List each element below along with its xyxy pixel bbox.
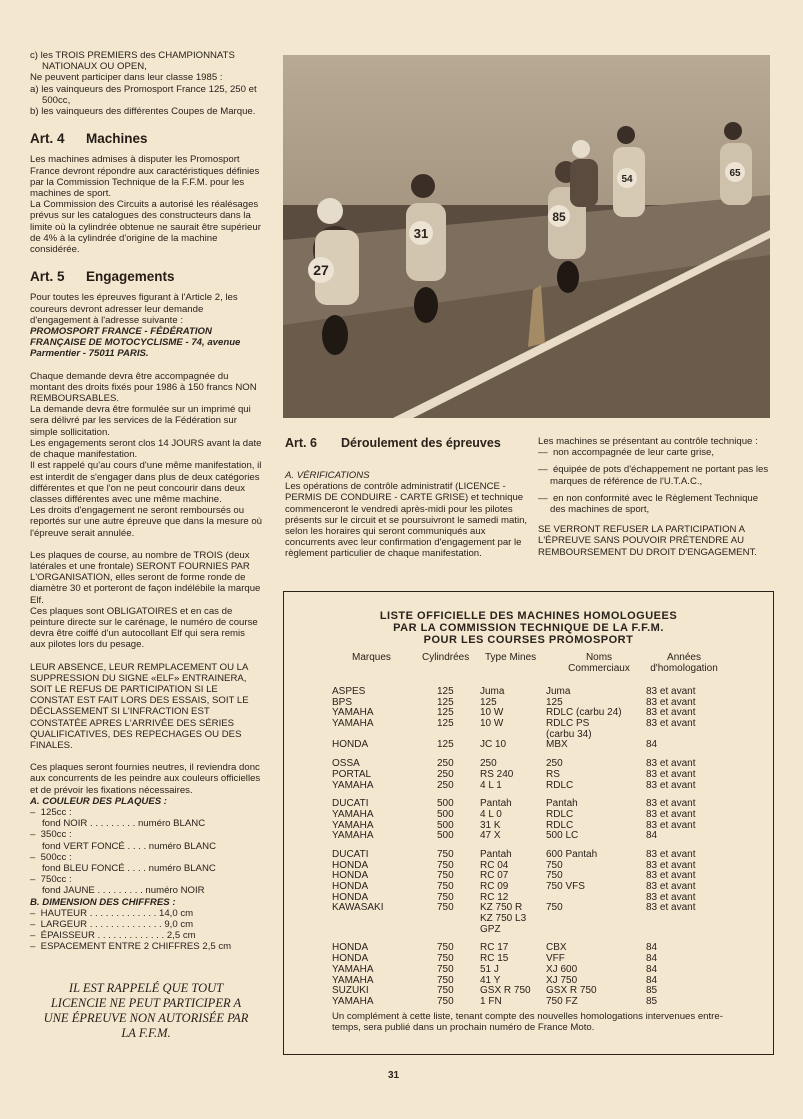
intro-line-c: c) les TROIS PREMIERS des CHAMPIONNATS NATIONAUX OU OPEN, [30, 50, 235, 73]
table-cell-nom: 600 Pantah [546, 848, 598, 860]
table-cell-annee: 84 [646, 953, 658, 965]
table-cell-cyl: 750 [437, 953, 454, 965]
art5-para-9: LEUR ABSENCE, LEUR REMPLACEMENT OU LA SUPPRESSION DU SIGNE «ELF» ENTRAINERA, SOIT LE REFUS DE PARTICIPATION SI LE CONSTAT EST FAIT LORS DES ESSAIS, SOIT LE DÉCLASSEMENT SI L'INFRACTION EST CONSTATÉE APRES L'ARRIVÉE DES SÉRIES QUALIFICATIVES, DES REPECHAGES OU DES FINALES. [30, 661, 249, 751]
art4-para-1: Les machines admises à disputer les Promosport France devront répondre aux caractéristiques définies par la Commission Technique de la F.F.M. pour les machines de sport. [30, 154, 260, 200]
table-cell-type: Pantah [480, 848, 512, 860]
dimension-title: B. DIMENSION DES CHIFFRES : [30, 896, 176, 908]
table-cell-cyl: 750 [437, 974, 454, 986]
art5-para-6: Les droits d'engagement ne seront remboursés ou reportés sur une autre épreuve que dans la mesure où l'épreuve serait annulée. [30, 505, 262, 539]
art6-number: Art. 6 [285, 436, 317, 450]
couleur-750-line: fond JAUNE . . . . . . . . . numéro NOIR [42, 885, 205, 897]
table-cell-marque: SUZUKI [332, 985, 369, 997]
table-cell-marque: HONDA [332, 891, 369, 903]
table-cell-type: 1 FN [480, 995, 502, 1007]
table-cell-cyl: 125 [437, 718, 454, 730]
header-type-mines: Type Mines [485, 652, 537, 663]
table-cell-nom: CBX [546, 942, 567, 954]
table-cell-marque: YAMAHA [332, 830, 374, 842]
table-cell-type: RC 04 [480, 859, 509, 871]
table-cell-annee: 83 et avant [646, 798, 696, 810]
table-cell-type: KZ 750 L3 [480, 913, 527, 925]
table-cell-annee: 84 [646, 942, 658, 954]
table-cell-marque: YAMAHA [332, 995, 374, 1007]
dimension-espacement: – ESPACEMENT ENTRE 2 CHIFFRES 2,5 cm [30, 941, 232, 953]
header-noms-commerciaux: Noms Commerciaux [568, 652, 630, 674]
table-cell-annee: 83 et avant [646, 758, 696, 770]
art4-title: Machines [86, 131, 148, 147]
table-cell-annee: 84 [646, 974, 658, 986]
table-cell-type: 4 L 1 [480, 779, 502, 791]
table-cell-annee: 83 et avant [646, 819, 696, 831]
homologation-title: LISTE OFFICIELLE DES MACHINES HOMOLOGUEES PAR LA COMMISSION TECHNIQUE DE LA F.F.M. POUR LES COURSES PROMOSPORT [379, 610, 678, 646]
table-cell-nom: RDLC PS [546, 718, 590, 730]
table-cell-nom: RS [546, 768, 560, 780]
table-cell-marque: YAMAHA [332, 808, 374, 820]
table-cell-cyl: 125 [437, 686, 454, 697]
table-cell-nom: XJ 600 [546, 963, 578, 975]
verifications-text: Les opérations de contrôle administratif (LICENCE - PERMIS DE CONDUIRE - CARTE GRISE) et technique commenceront le vendredi après-midi pour les pilotes présents sur le circuit et se poursuivront le samedi matin, selon les horaires qui seront communiqués aux concurrents avec leur confirmation d'engagement par le règlement particulier de chaque manifestation. [285, 481, 528, 560]
race-photo [283, 55, 770, 418]
table-cell-type: 250 [480, 758, 497, 770]
table-row [284, 903, 773, 914]
table-cell-marque: KAWASAKI [332, 902, 384, 914]
controle-item-3: — en non conformité avec le Règlement Technique des machines de sport, [538, 492, 759, 516]
table-cell-type: 10 W [480, 707, 504, 719]
table-cell-cyl: 250 [437, 768, 454, 780]
table-cell-type: RC 12 [480, 891, 509, 903]
table-cell-cyl: 750 [437, 891, 454, 903]
table-cell-annee: 83 et avant [646, 870, 696, 882]
table-cell-nom: (carbu 34) [546, 728, 592, 740]
table-row [284, 770, 773, 781]
table-cell-cyl: 125 [437, 696, 454, 708]
table-row [284, 914, 773, 925]
table-cell-marque: YAMAHA [332, 974, 374, 986]
table-cell-marque: DUCATI [332, 798, 369, 810]
art6-title: Déroulement des épreuves [341, 436, 501, 450]
table-cell-marque: HONDA [332, 881, 369, 892]
table-cell-marque: YAMAHA [332, 718, 374, 730]
table-cell-cyl: 500 [437, 830, 454, 842]
table-cell-type: 10 W [480, 718, 504, 730]
table-cell-annee: 83 et avant [646, 779, 696, 791]
table-row [284, 781, 773, 792]
table-cell-annee: 83 et avant [646, 859, 696, 871]
table-cell-type: 51 J [480, 963, 499, 975]
homologation-box [283, 591, 774, 1055]
dimension-largeur: – LARGEUR . . . . . . . . . . . . . . 9,0 cm [30, 919, 194, 931]
table-cell-annee: 85 [646, 985, 658, 997]
table-cell-type: 31 K [480, 819, 501, 831]
table-cell-nom: Juma [546, 686, 571, 697]
plate-number-27: 27 [313, 262, 329, 278]
table-cell-marque: YAMAHA [332, 707, 374, 719]
table-cell-cyl: 750 [437, 859, 454, 871]
table-cell-cyl: 250 [437, 779, 454, 791]
table-cell-cyl: 250 [437, 758, 454, 770]
table-cell-annee: 84 [646, 963, 658, 975]
table-cell-nom: RDLC [546, 808, 574, 820]
art5-para-2: Chaque demande devra être accompagnée du montant des droits fixés pour 1986 à 150 francs NON REMBOURSABLES. [30, 370, 257, 405]
table-cell-annee: 84 [646, 830, 658, 842]
header-marques: Marques [352, 652, 391, 663]
table-cell-nom: RDLC [546, 819, 574, 831]
licence-notice: IL EST RAPPELÉ QUE TOUT LICENCIE NE PEUT PARTICIPER A UNE ÉPREUVE NON AUTORISÉE PAR LA F.F.M. [43, 980, 249, 1040]
intro-line-a: a) les vainqueurs des Promosport France 125, 250 et 500cc, [30, 83, 257, 106]
homologation-rows [284, 687, 773, 1008]
table-cell-annee: 83 et avant [646, 891, 696, 903]
couleur-500-line: fond BLEU FONCÉ . . . . numéro BLANC [42, 863, 216, 874]
dimension-hauteur: – HAUTEUR . . . . . . . . . . . . . 14,0 cm [30, 907, 194, 919]
table-cell-nom: 750 [546, 859, 563, 871]
table-cell-cyl: 750 [437, 881, 454, 892]
table-cell-type: Pantah [480, 798, 512, 810]
art4-heading [30, 131, 262, 147]
table-cell-cyl: 750 [437, 902, 454, 914]
couleur-500-cc: – 500cc : [30, 851, 72, 863]
plate-number-65: 65 [729, 168, 741, 179]
art5-title: Engagements [86, 269, 175, 285]
table-cell-nom: 125 [546, 696, 563, 708]
table-cell-nom: MBX [546, 739, 568, 751]
left-column [30, 50, 262, 1041]
art5-heading [30, 269, 262, 285]
couleur-125-cc: – 125cc : [30, 806, 72, 818]
intro-line-classe: Ne peuvent participer dans leur classe 1985 : [30, 72, 223, 84]
table-cell-type: 41 Y [480, 974, 501, 986]
table-cell-nom: Pantah [546, 798, 578, 810]
table-cell-marque: HONDA [332, 739, 369, 751]
table-cell-type: KZ 750 R [480, 902, 523, 914]
table-cell-marque: PORTAL [332, 768, 372, 780]
table-cell-nom: 750 [546, 902, 563, 914]
table-row [284, 831, 773, 842]
art5-para-7: Les plaques de course, au nombre de TROIS (deux latérales et une frontale) SERONT FOURNIES PAR L'ORGANISATION, elles seront de forme ronde de diamètre 30 et porteront de façon indélébile la marque Elf. [30, 549, 261, 606]
art6-heading [285, 436, 530, 450]
table-cell-type: 4 L 0 [480, 808, 502, 820]
table-cell-type: RC 15 [480, 953, 509, 965]
table-cell-annee: 85 [646, 995, 658, 1007]
table-cell-cyl: 125 [437, 707, 454, 719]
table-cell-cyl: 750 [437, 985, 454, 997]
table-row [284, 740, 773, 751]
table-cell-cyl: 750 [437, 942, 454, 954]
refus-warning: SE VERRONT REFUSER LA PARTICIPATION A L'ÉPREUVE SANS POUVOIR PRÉTENDRE AU REMBOURSEMENT DU DROIT D'ENGAGEMENT. [538, 524, 757, 558]
plate-number-54: 54 [621, 174, 633, 185]
table-row [284, 687, 773, 698]
couleur-350-cc: – 350cc : [30, 829, 72, 841]
table-cell-annee: 83 et avant [646, 707, 696, 719]
table-cell-cyl: 125 [437, 739, 454, 751]
plate-number-31: 31 [413, 226, 429, 241]
table-cell-nom: 750 [546, 870, 563, 882]
header-cylindrees: Cylindrées [422, 652, 470, 663]
couleur-350-line: fond VERT FONCÉ . . . . numéro BLANC [42, 840, 216, 852]
intro-line-b: b) les vainqueurs des différentes Coupes de Marque. [30, 106, 256, 118]
table-cell-annee: 83 et avant [646, 768, 696, 780]
table-cell-marque: DUCATI [332, 848, 369, 860]
table-cell-cyl: 750 [437, 870, 454, 882]
table-cell-nom: RDLC [546, 779, 574, 791]
table-cell-annee: 83 et avant [646, 808, 696, 820]
table-cell-marque: HONDA [332, 953, 369, 965]
table-cell-nom: 250 [546, 758, 563, 770]
page-number: 31 [388, 1070, 400, 1081]
table-cell-nom: VFF [546, 953, 565, 965]
couleur-750-cc: – 750cc : [30, 874, 72, 886]
table-cell-marque: HONDA [332, 859, 369, 871]
table-cell-annee: 83 et avant [646, 902, 696, 914]
table-cell-marque: HONDA [332, 942, 369, 954]
table-cell-type: 47 X [480, 830, 501, 842]
table-cell-nom: XJ 750 [546, 974, 578, 986]
header-annees: Années d'homologation [650, 652, 718, 674]
table-cell-marque: HONDA [332, 870, 369, 882]
table-footnote: Un complément à cette liste, tenant compte des nouvelles homologations intervenues entre-temps, sera publié dans un prochain numéro de France Moto. [332, 1011, 723, 1034]
table-cell-type: RS 240 [480, 768, 514, 780]
table-cell-annee: 83 et avant [646, 848, 696, 860]
table-cell-cyl: 500 [437, 808, 454, 820]
table-cell-type: GPZ [480, 923, 501, 935]
controle-item-2: — équipée de pots d'échappement ne portant pas les marques de référence de l'U.T.A.C., [538, 464, 769, 487]
art5-number: Art. 5 [30, 269, 65, 285]
table-cell-cyl: 500 [437, 798, 454, 810]
table-cell-nom: 500 LC [546, 830, 579, 842]
table-cell-annee: 83 et avant [646, 696, 696, 708]
right-column [538, 436, 774, 558]
table-cell-cyl: 500 [437, 819, 454, 831]
table-cell-cyl: 750 [437, 963, 454, 975]
table-cell-annee: 83 et avant [646, 686, 696, 697]
dimension-epaisseur: – ÉPAISSEUR . . . . . . . . . . . . . 2,5 cm [30, 930, 196, 942]
table-cell-marque: YAMAHA [332, 819, 374, 831]
table-cell-nom: 750 VFS [546, 881, 585, 892]
race-photo-illustration [283, 55, 770, 418]
table-cell-marque: YAMAHA [332, 963, 374, 975]
table-cell-type: GSX R 750 [480, 985, 531, 997]
table-cell-type: Juma [480, 686, 505, 697]
plate-number-85: 85 [552, 210, 566, 224]
table-cell-cyl: 750 [437, 995, 454, 1007]
table-row [284, 810, 773, 821]
couleur-title: A. COULEUR DES PLAQUES : [30, 795, 167, 807]
art5-para-3: La demande devra être formulée sur un imprimé qui sera délivré par les services de la Fédération sur simple sollicitation. [30, 404, 251, 438]
table-cell-nom: RDLC (carbu 24) [546, 707, 622, 719]
table-cell-type: RC 07 [480, 870, 509, 882]
table-row [284, 997, 773, 1008]
art6-body [285, 470, 530, 560]
table-cell-annee: 83 et avant [646, 718, 696, 730]
table-cell-type: RC 09 [480, 881, 509, 892]
table-row [284, 719, 773, 730]
table-cell-marque: OSSA [332, 758, 360, 770]
table-cell-annee: 84 [646, 739, 658, 751]
table-row [284, 965, 773, 976]
table-cell-marque: ASPES [332, 686, 366, 697]
art5-para-4: Les engagements seront clos 14 JOURS avant la date de chaque manifestation. [30, 437, 262, 461]
table-cell-type: JC 10 [480, 739, 507, 751]
controle-item-1: — non accompagnée de leur carte grise, [538, 447, 714, 459]
art4-number: Art. 4 [30, 131, 65, 147]
verifications-subtitle: A. VÉRIFICATIONS [285, 470, 370, 481]
controle-intro: Les machines se présentant au contrôle technique : [538, 436, 758, 447]
table-cell-type: 125 [480, 696, 497, 708]
table-cell-nom: 750 FZ [546, 995, 578, 1007]
table-cell-annee: 83 et avant [646, 881, 696, 892]
art4-para-2: La Commission des Circuits a autorisé les réalésages prévus sur les catalogues des constructeurs dans la limite où la cylindrée obtenue ne saurait être supérieur de 4% à la cylindrée d'origine de la machine considérée. [30, 199, 261, 256]
art5-para-8: Ces plaques sont OBLIGATOIRES et en cas de peinture directe sur le carénage, le numéro de course devra être coiffé d'un autocollant Elf qui sera remis aux pilotes lors du pesage. [30, 605, 258, 651]
table-cell-marque: BPS [332, 696, 353, 708]
table-cell-marque: YAMAHA [332, 779, 374, 791]
table-cell-cyl: 750 [437, 848, 454, 860]
couleur-125-line: fond NOIR . . . . . . . . . numéro BLANC [42, 818, 206, 830]
art5-para-10: Ces plaques seront fournies neutres, il reviendra donc aux concurrents de les peindre aux couleurs officielles et de prévoir les fixations nécessaires. [30, 762, 261, 796]
table-row [284, 925, 773, 936]
art5-para-5: Il est rappelé qu'au cours d'une même manifestation, il est interdit de s'engager dans plus de deux catégories différentes et que l'on ne peut concourir dans deux classes différentes avec une même machine. [30, 460, 262, 505]
art5-para-1: Pour toutes les épreuves figurant à l'Article 2, les coureurs devront adresser leur demande d'engagement à l'adresse suivante : [30, 292, 238, 326]
table-cell-nom: GSX R 750 [546, 985, 597, 997]
table-cell-type: RC 17 [480, 942, 509, 954]
art5-address: PROMOSPORT FRANCE - FÉDÉRATION FRANÇAISE DE MOTOCYCLISME - 74, avenue Parmentier - 75011 PARIS. [30, 326, 241, 360]
